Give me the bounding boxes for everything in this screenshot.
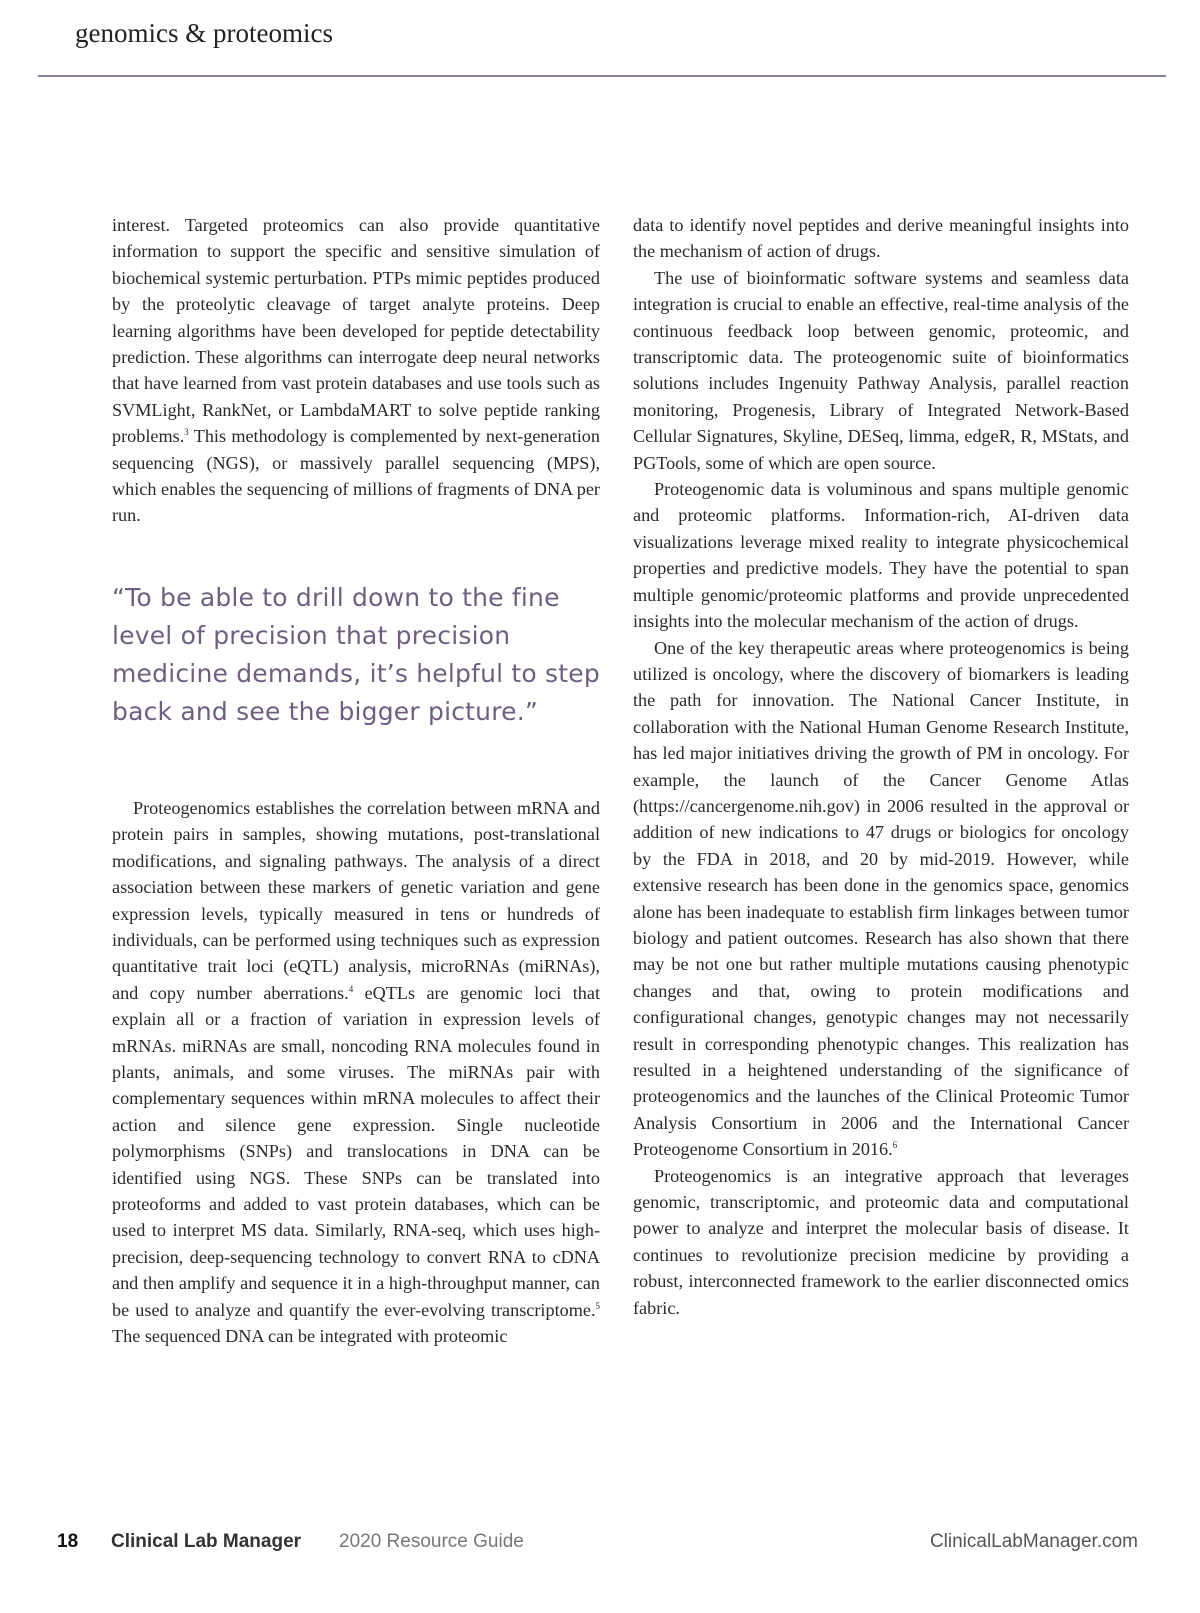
page-number: 18 <box>57 1531 79 1552</box>
left-column <box>112 212 600 1349</box>
right-paragraph-2: The use of bioinformatic software systems and seamless data integration is crucial to enable an effective, real-time analysis of the continuous feedback loop between genomic, proteomic, and transcriptomic data. The proteogenomic suite of bioinformatics solutions includes Ingenuity Pathway Analysis, parallel reaction monitoring, Progenesis, Library of Integrated Network-Based Cellular Signatures, Skyline, DESeq, limma, edgeR, R, MStats, and PGTools, some of which are open source. <box>633 267 1129 473</box>
right-column <box>633 212 1129 1321</box>
reference-5: 5 <box>595 1300 600 1311</box>
reference-4: 4 <box>348 983 354 994</box>
reference-6: 6 <box>892 1140 898 1151</box>
page-footer <box>57 1531 1138 1565</box>
edition-label: 2020 Resource Guide <box>339 1531 524 1552</box>
right-paragraph-1: data to identify novel peptides and derive meaningful insights into the mechanism of action of drugs. <box>633 215 1129 262</box>
section-header: genomics & proteomics <box>75 18 333 48</box>
right-paragraph-5: Proteogenomics is an integrative approach that leverages genomic, transcriptomic, and proteomic data and computational power to analyze and interpret the molecular basis of disease. It continues to revolutionize precision medicine by providing a robust, interconnected framework to the earlier disconnected omics fabric. <box>633 1165 1129 1318</box>
reference-3: 3 <box>184 427 189 438</box>
left-paragraph-1: interest. Targeted proteomics can also provide quantitative information to support the specific and sensitive simulation of biochemical systemic perturbation. PTPs mimic peptides produced by the proteolytic cleavage of target analyte proteins. Deep learning algorithms have been developed for peptide detectability prediction. These algorithms can interrogate deep neural networks that have learned from vast protein databases and use tools such as SVMLight, RankNet, or LambdaMART to solve peptide ranking problems.$^3$ This methodology is complemented by next-generation sequencing (NGS), or massively parallel sequencing (MPS), which enables the sequencing of millions of fragments of DNA per run. <box>112 215 600 526</box>
left-paragraph-2: Proteogenomics establishes the correlation between mRNA and protein pairs in samples, showing mutations, post-translational modifications, and signaling pathways. The analysis of a direct association between these markers of genetic variation and gene expression levels, typically measured in tens or hundreds of individuals, can be performed using techniques such as expression quantitative trait loci (eQTL) analysis, microRNAs (miRNAs), and copy number aberrations.$^4$ eQTLs are genomic loci that explain all or a fraction of variation in expression levels of mRNAs. miRNAs are small, noncoding RNA molecules found in plants, animals, and some viruses. The miRNAs pair with complementary sequences within mRNA molecules to affect their action and silence gene expression. Single nucleotide polymorphisms (SNPs) and translocations in DNA can be identified using NGS. These SNPs can be translated into proteoforms and added to vast protein databases, which can be used to interpret MS data. Similarly, RNA-seq, which uses high-precision, deep-sequencing technology to convert RNA to cDNA and then amplify and sequence it in a high-throughput manner, can be used to analyze and quantify the ever-evolving transcriptome.$^5$ The sequenced DNA can be integrated with proteomic <box>112 797 600 1346</box>
pull-quote: “To be able to drill down to the fine level of precision that precision medicine demands, it’s helpful to step back and see the bigger picture.” <box>112 582 600 726</box>
right-paragraph-4: One of the key therapeutic areas where proteogenomics is being utilized is oncology, where the discovery of biomarkers is leading the path for innovation. The National Cancer Institute, in collaboration with the National Human Genome Research Institute, has led major initiatives driving the growth of PM in oncology. For example, the launch of the Cancer Genome Atlas (https://cancergenome.nih.gov) in 2006 resulted in the approval or addition of new indications to 47 drugs or biologics for oncology by the FDA in 2018, and 20 by mid-2019. However, while extensive research has been done in the genomics space, genomics alone has been inadequate to establish firm linkages between tumor biology and patient outcomes. Research has also shown that there may be not one but rather multiple mutations causing phenotypic changes and that, owing to protein modifications and configurational changes, genotypic changes may not necessarily result in corresponding phenotypic changes. This realization has resulted in a heightened understanding of the significance of proteogenomics and the launches of the Clinical Proteomic Tumor Analysis Consortium in 2006 and the International Cancer Proteogenome Consortium in 2016.$^6$ <box>633 637 1129 1160</box>
website-label: ClinicalLabManager.com <box>929 1531 1138 1552</box>
header-divider <box>38 75 1166 77</box>
publication-name: Clinical Lab Manager <box>111 1531 302 1552</box>
right-paragraph-3: Proteogenomic data is voluminous and spans multiple genomic and proteomic platforms. Information-rich, AI-driven data visualizations leverage mixed reality to integrate physicochemical properties and predictive models. They have the potential to span multiple genomic/proteomic platforms and provide unprecedented insights into the molecular mechanism of the action of drugs. <box>633 479 1129 632</box>
